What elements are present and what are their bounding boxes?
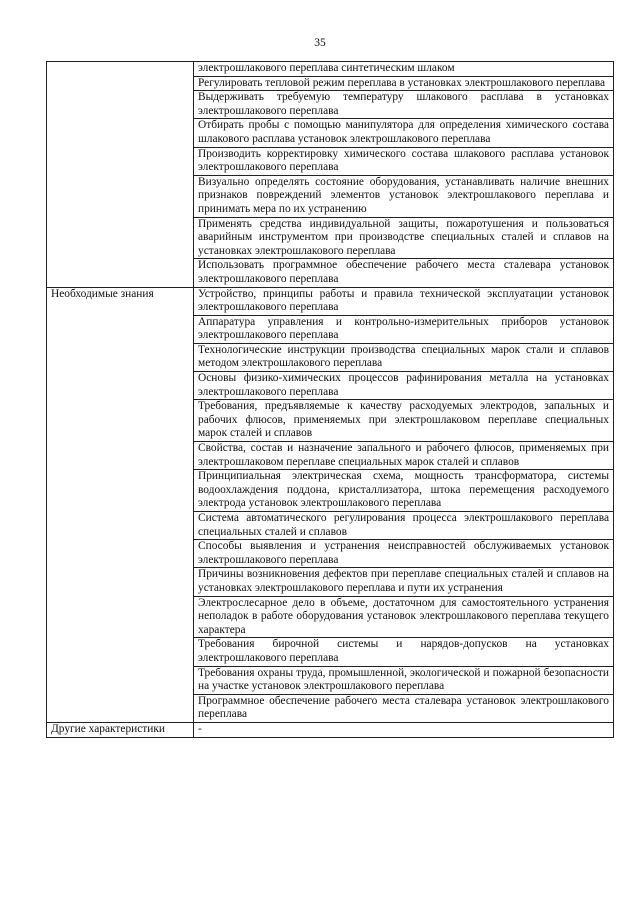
knowledge-item [194,568,614,596]
skills-item [194,259,614,287]
knowledge-item [194,400,614,442]
other-label-cell [47,722,194,737]
knowledge-item [194,666,614,694]
knowledge-item-text: Способы выявления и устранения неисправностей обслуживаемых установок электрошлакового переплава [198,540,609,566]
skills-label-cell [47,62,194,288]
other-row [47,722,614,737]
page-number: 35 [314,37,326,49]
knowledge-item [194,372,614,400]
knowledge-item [194,596,614,638]
knowledge-item-text: Основы физико-химических процессов рафинирования металла на установках электрошлакового переплава [198,372,609,398]
skills-item-text: Использовать программное обеспечение рабочего места сталевара установок электрошлакового переплава [198,259,609,285]
knowledge-item [194,694,614,722]
skills-item-text: электрошлакового переплава синтетическим шлаком [198,62,455,74]
knowledge-item [194,343,614,371]
skills-item-text: Визуально определять состояние оборудования, устанавливать наличие внешних признаков повреждений элементов установок электрошлакового переплава и принимать мера по их устранению [198,175,609,215]
knowledge-item-text: Требования охраны труда, промышленной, экологической и пожарной безопасности на участке установок электрошлакового переплава [198,666,609,693]
skills-item [194,62,614,77]
other-value-cell [194,722,614,737]
skills-item-text: Выдерживать требуемую температуру шлакового расплава в установках электрошлакового переплава [198,91,609,117]
knowledge-label: Необходимые знания [51,287,154,300]
skills-item-text: Регулировать тепловой режим переплава в установках электрошлакового переплава [198,76,606,89]
skills-item [194,217,614,259]
knowledge-item-text: Электрослесарное дело в объеме, достаточном для самостоятельного устранения неполадок в работе оборудования установок электрошлакового переплава текущего характера [198,596,609,636]
knowledge-item-text: Свойства, состав и назначение запального и рабочего флюсов, применяемых при электрошлаковом переплаве специальных марок сталей и сплавов [198,442,609,468]
knowledge-item [194,638,614,666]
competency-table-body [47,62,614,738]
skills-item-text: Применять средства индивидуальной защиты, пожаротушения и пользоваться аварийным инструментом при производстве специальных сталей и сплавов на установках электрошлакового переплава [198,217,609,257]
knowledge-item-text: Устройство, принципы работы и правила технической эксплуатации установок электрошлакового переплава [198,287,609,314]
knowledge-item [194,442,614,470]
knowledge-item [194,315,614,343]
knowledge-item-text: Программное обеспечение рабочего места сталевара установок электрошлакового переплава [198,694,609,721]
knowledge-item [194,540,614,568]
knowledge-item-text: Причины возникновения дефектов при переплаве специальных сталей и сплавов на установках электрошлакового переплава и пути их устранения [198,568,609,594]
knowledge-item-text: Требования бирочной системы и нарядов-допусков на установках электрошлакового переплава [198,638,609,664]
skills-row [47,62,614,77]
skills-item [194,119,614,147]
skills-item [194,91,614,119]
skills-item-text: Отбирать пробы с помощью манипулятора для определения химического состава шлакового расплава установок электрошлакового переплава [198,119,609,145]
knowledge-item-text: Требования, предъявляемые к качеству расходуемых электродов, запальных и рабочих флюсов, применяемых при электрошлаковом переплаве специальных марок сталей и сплавов [198,400,609,440]
knowledge-item-text: Система автоматического регулирования процесса электрошлакового переплава специальных сталей и сплавов [198,512,609,538]
knowledge-item-text: Технологические инструкции производства специальных марок стали и сплавов методом электрошлакового переплава [198,343,609,370]
skills-item [194,76,614,91]
other-label: Другие характеристики [51,722,166,735]
knowledge-item [194,470,614,512]
knowledge-item-text: Принципиальная электрическая схема, мощность трансформатора, системы водоохлаждения поддона, кристаллизатора, штока перемещения расходуемого электрода установок электрошлакового переплава [198,470,609,510]
competency-table [46,61,614,738]
skills-item [194,175,614,217]
knowledge-label-cell [47,287,194,722]
knowledge-item [194,512,614,540]
skills-item [194,147,614,175]
knowledge-row [47,287,614,315]
knowledge-item-text: Аппаратура управления и контрольно-измерительных приборов установок электрошлакового переплава [198,315,609,342]
skills-item-text: Производить корректировку химического состава шлакового расплава установок электрошлакового переплава [198,147,609,174]
knowledge-item [194,287,614,315]
other-value: - [198,722,202,735]
